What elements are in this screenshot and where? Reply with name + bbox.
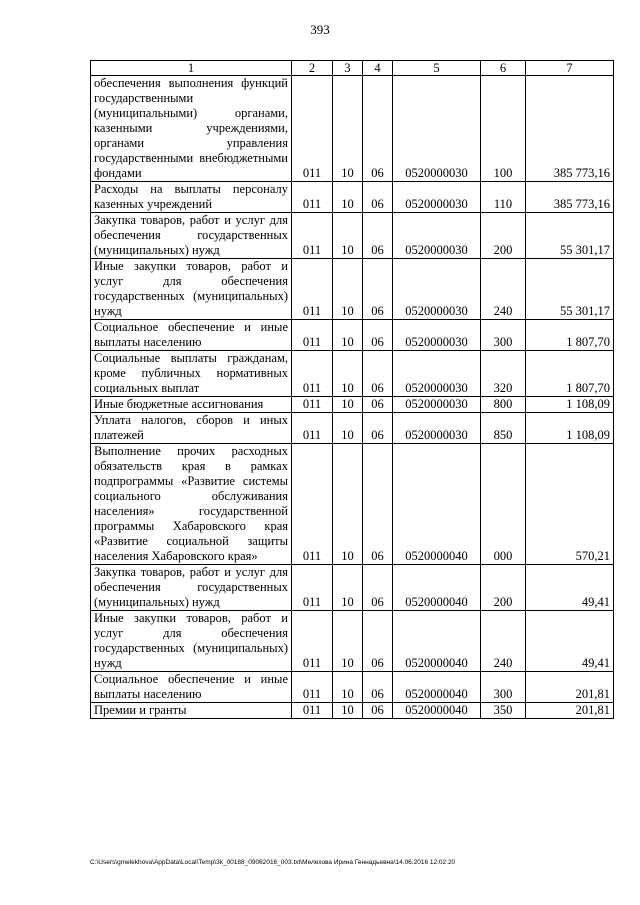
- amount-cell: 201,81: [526, 672, 614, 703]
- table-row: [91, 182, 614, 213]
- expense-type-cell: 300: [481, 320, 526, 351]
- amount-cell: 55 301,17: [526, 259, 614, 320]
- subsection-code-cell: 06: [363, 444, 393, 565]
- subsection-code-cell: 06: [363, 182, 393, 213]
- ministry-code-cell: 011: [292, 351, 333, 397]
- target-article-cell: 0520000030: [393, 413, 481, 444]
- table-header-row: [91, 61, 614, 76]
- row-name-cell: Закупка товаров, работ и услуг для обеспечения государственных (муниципальных) нужд: [91, 213, 292, 259]
- subsection-code-cell: 06: [363, 320, 393, 351]
- row-name-cell: Выполнение прочих расходных обязательств края в рамках подпрограммы «Развитие системы социального обслуживания населения» государственной программы Хабаровского края «Развитие социальной защиты населения Хабаровского края»: [91, 444, 292, 565]
- row-name-cell: Расходы на выплаты персоналу казенных учреждений: [91, 182, 292, 213]
- ministry-code-cell: 011: [292, 672, 333, 703]
- amount-cell: 49,41: [526, 611, 614, 672]
- subsection-code-cell: 06: [363, 259, 393, 320]
- subsection-code-cell: 06: [363, 413, 393, 444]
- column-header: 1: [91, 61, 292, 76]
- row-name-cell: Премии и гранты: [91, 703, 292, 719]
- column-header: 4: [363, 61, 393, 76]
- amount-cell: 49,41: [526, 565, 614, 611]
- ministry-code-cell: 011: [292, 76, 333, 182]
- subsection-code-cell: 06: [363, 565, 393, 611]
- target-article-cell: 0520000040: [393, 565, 481, 611]
- expense-type-cell: 200: [481, 565, 526, 611]
- target-article-cell: 0520000030: [393, 76, 481, 182]
- target-article-cell: 0520000030: [393, 182, 481, 213]
- ministry-code-cell: 011: [292, 611, 333, 672]
- row-name-cell: обеспечения выполнения функций государственными (муниципальными) органами, казенными учреждениями, органами управления государственными внебюджетными фондами: [91, 76, 292, 182]
- section-code-cell: 10: [333, 397, 363, 413]
- expense-type-cell: 350: [481, 703, 526, 719]
- ministry-code-cell: 011: [292, 703, 333, 719]
- section-code-cell: 10: [333, 703, 363, 719]
- section-code-cell: 10: [333, 182, 363, 213]
- subsection-code-cell: 06: [363, 672, 393, 703]
- section-code-cell: 10: [333, 611, 363, 672]
- table-row: [91, 76, 614, 182]
- target-article-cell: 0520000030: [393, 320, 481, 351]
- row-name-cell: Иные закупки товаров, работ и услуг для обеспечения государственных (муниципальных) нужд: [91, 259, 292, 320]
- target-article-cell: 0520000040: [393, 672, 481, 703]
- amount-cell: 570,21: [526, 444, 614, 565]
- expense-type-cell: 240: [481, 259, 526, 320]
- ministry-code-cell: 011: [292, 259, 333, 320]
- column-header: 7: [526, 61, 614, 76]
- expense-type-cell: 320: [481, 351, 526, 397]
- amount-cell: 385 773,16: [526, 76, 614, 182]
- column-header: 6: [481, 61, 526, 76]
- section-code-cell: 10: [333, 351, 363, 397]
- row-name-cell: Социальные выплаты гражданам, кроме публичных нормативных социальных выплат: [91, 351, 292, 397]
- expense-type-cell: 300: [481, 672, 526, 703]
- amount-cell: 1 807,70: [526, 320, 614, 351]
- footer-file-path: C:\Users\gmelekhova\AppData\Local\Temp\3k_00188_09062016_003.txt\Мелехова Ирина Геннадьевна\14.06.2016 12:02:20: [90, 859, 456, 866]
- subsection-code-cell: 06: [363, 703, 393, 719]
- target-article-cell: 0520000030: [393, 259, 481, 320]
- row-name-cell: Закупка товаров, работ и услуг для обеспечения государственных (муниципальных) нужд: [91, 565, 292, 611]
- ministry-code-cell: 011: [292, 182, 333, 213]
- row-name-cell: Уплата налогов, сборов и иных платежей: [91, 413, 292, 444]
- ministry-code-cell: 011: [292, 444, 333, 565]
- table-row: [91, 703, 614, 719]
- table-row: [91, 565, 614, 611]
- ministry-code-cell: 011: [292, 320, 333, 351]
- budget-table: [90, 60, 614, 719]
- column-header: 3: [333, 61, 363, 76]
- table-row: [91, 320, 614, 351]
- amount-cell: 385 773,16: [526, 182, 614, 213]
- page-number: 393: [310, 22, 330, 37]
- ministry-code-cell: 011: [292, 213, 333, 259]
- target-article-cell: 0520000030: [393, 213, 481, 259]
- expense-type-cell: 240: [481, 611, 526, 672]
- subsection-code-cell: 06: [363, 611, 393, 672]
- table-row: [91, 213, 614, 259]
- subsection-code-cell: 06: [363, 351, 393, 397]
- target-article-cell: 0520000030: [393, 351, 481, 397]
- table-row: [91, 611, 614, 672]
- expense-type-cell: 200: [481, 213, 526, 259]
- amount-cell: 55 301,17: [526, 213, 614, 259]
- target-article-cell: 0520000030: [393, 397, 481, 413]
- table-row: [91, 672, 614, 703]
- section-code-cell: 10: [333, 259, 363, 320]
- section-code-cell: 10: [333, 320, 363, 351]
- subsection-code-cell: 06: [363, 213, 393, 259]
- table-body: [91, 76, 614, 719]
- section-code-cell: 10: [333, 672, 363, 703]
- table-row: [91, 444, 614, 565]
- table-row: [91, 351, 614, 397]
- row-name-cell: Иные бюджетные ассигнования: [91, 397, 292, 413]
- amount-cell: 1 108,09: [526, 413, 614, 444]
- amount-cell: 1 807,70: [526, 351, 614, 397]
- section-code-cell: 10: [333, 413, 363, 444]
- subsection-code-cell: 06: [363, 397, 393, 413]
- subsection-code-cell: 06: [363, 76, 393, 182]
- ministry-code-cell: 011: [292, 565, 333, 611]
- table-row: [91, 413, 614, 444]
- table-row: [91, 397, 614, 413]
- expense-type-cell: 000: [481, 444, 526, 565]
- column-header: 2: [292, 61, 333, 76]
- section-code-cell: 10: [333, 213, 363, 259]
- amount-cell: 201,81: [526, 703, 614, 719]
- column-header: 5: [393, 61, 481, 76]
- expense-type-cell: 100: [481, 76, 526, 182]
- row-name-cell: Социальное обеспечение и иные выплаты населению: [91, 672, 292, 703]
- ministry-code-cell: 011: [292, 397, 333, 413]
- ministry-code-cell: 011: [292, 413, 333, 444]
- target-article-cell: 0520000040: [393, 703, 481, 719]
- amount-cell: 1 108,09: [526, 397, 614, 413]
- row-name-cell: Социальное обеспечение и иные выплаты населению: [91, 320, 292, 351]
- section-code-cell: 10: [333, 565, 363, 611]
- section-code-cell: 10: [333, 76, 363, 182]
- expense-type-cell: 110: [481, 182, 526, 213]
- target-article-cell: 0520000040: [393, 611, 481, 672]
- section-code-cell: 10: [333, 444, 363, 565]
- target-article-cell: 0520000040: [393, 444, 481, 565]
- expense-type-cell: 800: [481, 397, 526, 413]
- table-row: [91, 259, 614, 320]
- row-name-cell: Иные закупки товаров, работ и услуг для обеспечения государственных (муниципальных) нужд: [91, 611, 292, 672]
- expense-type-cell: 850: [481, 413, 526, 444]
